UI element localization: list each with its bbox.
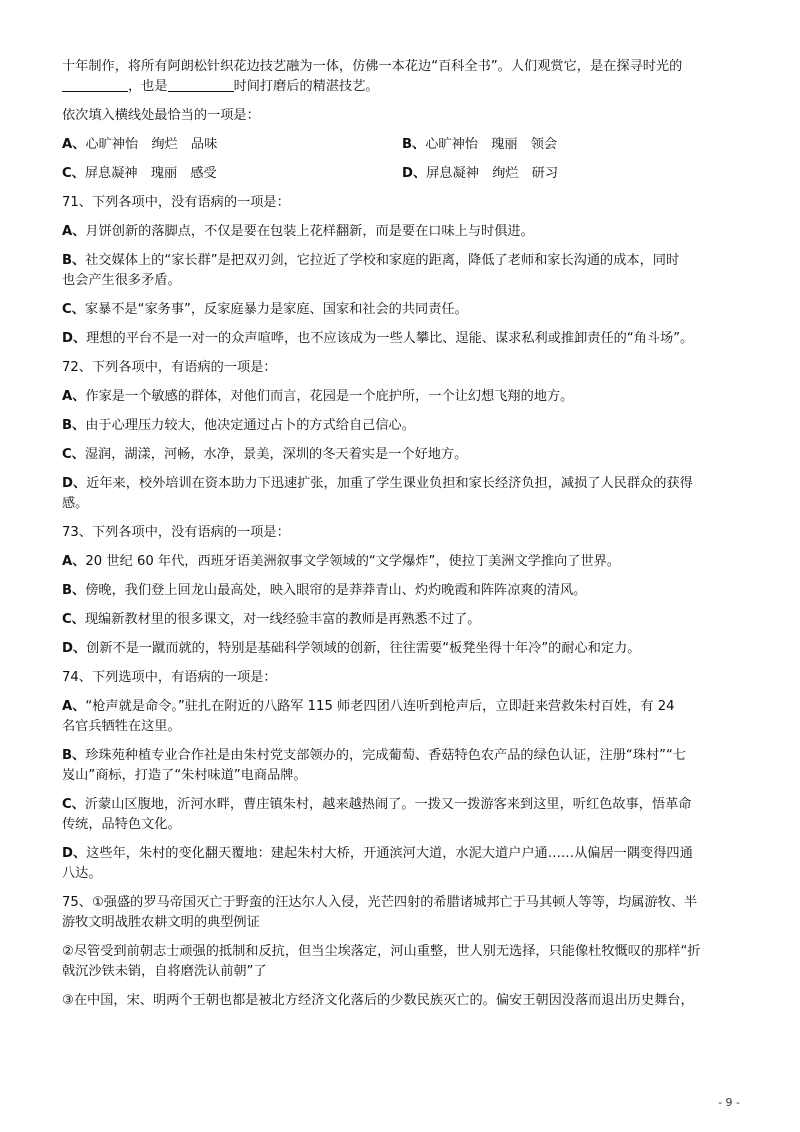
q75-line1: 75、①强盛的罗马帝国灭亡于野蛮的汪达尔人入侵，光芒四射的希腊诸城邦亡于马其顿人等等，均属游牧、半 [62, 895, 698, 910]
q72-option-a: A、作家是一个敏感的群体，对他们而言，花园是一个庇护所，一个让幻想飞翔的地方。 [62, 389, 574, 404]
page-number: - 9 - [718, 1096, 740, 1109]
q73-option-b: B、傍晚，我们登上回龙山最高处，映入眼帘的是莽莽青山、灼灼晚霞和阵阵凉爽的清风。 [62, 583, 587, 598]
q70-option-c: C、屏息凝神 瑰丽 感受 [62, 166, 217, 181]
q74-option-d: D、这些年，朱村的变化翻天覆地：建起朱村大桥，开通滨河大道，水泥大道户户通……从偏居一隅变得四通 [62, 846, 693, 861]
q74-option-d-cont: 八达。 [62, 866, 102, 881]
q74-stem: 74、下列选项中，有语病的一项是： [62, 670, 277, 685]
q70-passage-line2: ，也是 时间打磨后的精湛技艺。 [62, 77, 752, 97]
q75-line4: 戟沉沙铁未销，自将磨洗认前朝”了 [62, 964, 267, 979]
q70-option-d: D、屏息凝神 绚烂 研习 [402, 166, 559, 181]
q74-option-c: C、沂蒙山区腹地，沂河水畔，曹庄镇朱村，越来越热闹了。一拨又一拨游客来到这里，听红色故事，悟革命 [62, 797, 692, 812]
q72-option-b: B、由于心理压力较大，他决定通过占卜的方式给自己信心。 [62, 418, 415, 433]
fill-blank-1 [62, 77, 128, 92]
q74-option-b-cont: 岌山”商标，打造了“朱村味道”电商品牌。 [62, 768, 307, 783]
q71-option-b: B、社交媒体上的“家长群”是把双刃剑，它拉近了学校和家庭的距离，降低了老师和家长沟通的成本，同时 [62, 253, 680, 268]
q70-option-b: B、心旷神怡 瑰丽 领会 [402, 137, 558, 152]
q74-option-a-cont: 名官兵牺牲在这里。 [62, 719, 181, 734]
q74-option-a: A、“枪声就是命令。”驻扎在附近的八路军 115 师老四团八连听到枪声后，立即赶来营救朱村百姓，有 24 [62, 699, 675, 714]
document-page [62, 57, 752, 1011]
fill-blank-2 [168, 77, 234, 92]
q71-option-c: C、家暴不是“家务事”，反家庭暴力是家庭、国家和社会的共同责任。 [62, 302, 468, 317]
q74-option-b: B、珍珠苑种植专业合作社是由朱村党支部领办的，完成葡萄、香菇特色农产品的绿色认证，注册“珠村”“七 [62, 748, 686, 763]
q70-passage-line1: 十年制作，将所有阿朗松针织花边技艺融为一体，仿佛一本花边“百科全书”。人们观赏它，是在探寻时光的 [62, 59, 683, 74]
q74-option-c-cont: 传统，品特色文化。 [62, 817, 181, 832]
q72-stem: 72、下列各项中，有语病的一项是： [62, 360, 277, 375]
q71-option-a: A、月饼创新的落脚点，不仅是要在包装上花样翻新，而是要在口味上与时俱进。 [62, 224, 534, 239]
q75-line3: ②尽管受到前朝志士顽强的抵制和反抗，但当尘埃落定，河山重整，世人别无选择，只能像杜牧慨叹的那样“折 [62, 944, 701, 959]
q73-option-d: D、创新不是一蹴而就的，特别是基础科学领域的创新，往往需要“板凳坐得十年冷”的耐心和定力。 [62, 641, 641, 656]
q75-line2: 游牧文明战胜农耕文明的典型例证 [62, 915, 260, 930]
q73-stem: 73、下列各项中，没有语病的一项是： [62, 525, 290, 540]
q72-option-c: C、湿润，湖漾，河畅，水净，景美，深圳的冬天着实是一个好地方。 [62, 447, 468, 462]
q71-option-d: D、理想的平台不是一对一的众声喧哗，也不应该成为一些人攀比、逞能、谋求私利或推卸责任的“角斗场”。 [62, 331, 694, 346]
q73-option-a: A、20 世纪 60 年代，西班牙语美洲叙事文学领域的“文学爆炸”，使拉丁美洲文学推向了世界。 [62, 554, 620, 569]
q73-option-c: C、现编新教材里的很多课文，对一线经验丰富的教师是再熟悉不过了。 [62, 612, 481, 627]
q70-prompt: 依次填入横线处最恰当的一项是： [62, 108, 260, 123]
q75-line5: ③在中国，宋、明两个王朝也都是被北方经济文化落后的少数民族灭亡的。偏安王朝因没落而退出历史舞台， [62, 993, 694, 1008]
q72-option-d: D、近年来，校外培训在资本助力下迅速扩张，加重了学生课业负担和家长经济负担，减损了人民群众的获得 [62, 476, 693, 491]
q70-options-row1 [62, 135, 752, 155]
q71-stem: 71、下列各项中，没有语病的一项是： [62, 195, 290, 210]
q70-options-row2 [62, 164, 752, 184]
q70-option-a: A、心旷神怡 绚烂 品味 [62, 137, 218, 152]
q72-option-d-cont: 感。 [62, 496, 89, 511]
q71-option-b-cont: 也会产生很多矛盾。 [62, 273, 181, 288]
